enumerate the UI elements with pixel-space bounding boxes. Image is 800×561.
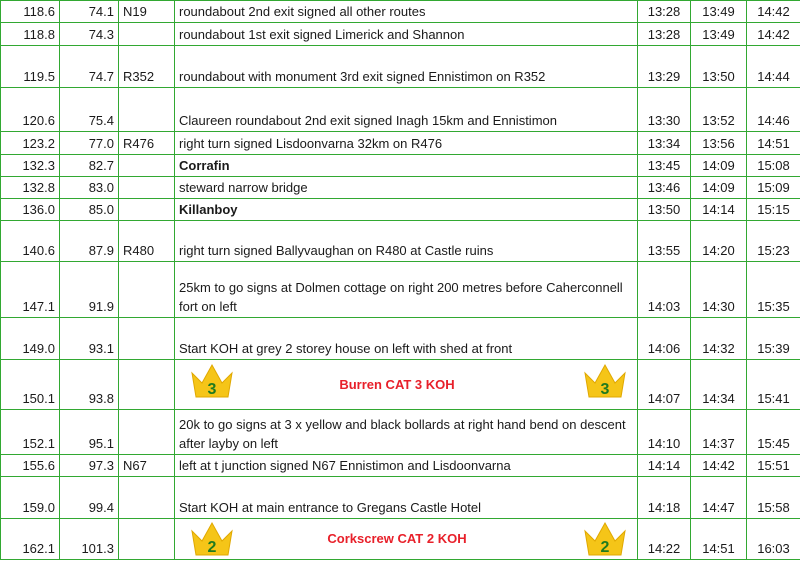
time-fast: 13:28 xyxy=(638,23,691,46)
table-row xyxy=(1,262,800,318)
route-description: Claureen roundabout 2nd exit signed Inagh 15km and Ennistimon xyxy=(175,88,638,132)
road-number: R480 xyxy=(119,221,175,262)
time-medium: 14:37 xyxy=(691,410,747,455)
time-medium: 14:30 xyxy=(691,262,747,318)
time-medium: 13:49 xyxy=(691,1,747,23)
distance-miles: 95.1 xyxy=(60,410,119,455)
table-row xyxy=(1,132,800,155)
table-row xyxy=(1,177,800,199)
time-slow: 14:51 xyxy=(747,132,800,155)
time-medium: 13:52 xyxy=(691,88,747,132)
crown-cat2-icon xyxy=(190,521,234,557)
time-fast: 13:46 xyxy=(638,177,691,199)
road-number xyxy=(119,519,175,560)
time-fast: 13:50 xyxy=(638,199,691,221)
distance-miles: 74.1 xyxy=(60,1,119,23)
crown-cat3-icon xyxy=(190,363,234,399)
time-medium: 14:32 xyxy=(691,318,747,360)
table-row xyxy=(1,318,800,360)
koh-title: Burren CAT 3 KOH xyxy=(339,376,455,392)
distance-miles: 93.8 xyxy=(60,360,119,410)
distance-miles: 101.3 xyxy=(60,519,119,560)
road-number xyxy=(119,88,175,132)
time-fast: 13:34 xyxy=(638,132,691,155)
time-slow: 15:09 xyxy=(747,177,800,199)
crown-number: 3 xyxy=(600,381,610,398)
road-number xyxy=(119,410,175,455)
distance-miles: 91.9 xyxy=(60,262,119,318)
time-fast: 14:10 xyxy=(638,410,691,455)
crown-number: 2 xyxy=(207,539,217,556)
time-slow: 15:41 xyxy=(747,360,800,410)
road-number: N19 xyxy=(119,1,175,23)
time-medium: 14:42 xyxy=(691,455,747,477)
crown-cat3-icon xyxy=(583,363,627,399)
time-slow: 15:58 xyxy=(747,477,800,519)
route-description: 25km to go signs at Dolmen cottage on right 200 metres before Caherconnell fort on left xyxy=(175,262,638,318)
distance-km: 149.0 xyxy=(1,318,60,360)
time-slow: 15:23 xyxy=(747,221,800,262)
distance-miles: 87.9 xyxy=(60,221,119,262)
time-medium: 13:50 xyxy=(691,46,747,88)
table-row xyxy=(1,221,800,262)
time-fast: 13:28 xyxy=(638,1,691,23)
distance-km: 159.0 xyxy=(1,477,60,519)
table-row xyxy=(1,455,800,477)
koh-cell xyxy=(175,360,638,410)
road-number xyxy=(119,177,175,199)
crown-number: 2 xyxy=(600,539,610,556)
road-number xyxy=(119,477,175,519)
distance-miles: 82.7 xyxy=(60,155,119,177)
route-description: right turn signed Lisdoonvarna 32km on R476 xyxy=(175,132,638,155)
distance-miles: 97.3 xyxy=(60,455,119,477)
time-fast: 14:18 xyxy=(638,477,691,519)
time-medium: 14:09 xyxy=(691,177,747,199)
table-row xyxy=(1,1,800,23)
time-slow: 15:08 xyxy=(747,155,800,177)
time-medium: 14:51 xyxy=(691,519,747,560)
route-description: Start KOH at grey 2 storey house on left with shed at front xyxy=(175,318,638,360)
time-medium: 14:47 xyxy=(691,477,747,519)
time-medium: 14:20 xyxy=(691,221,747,262)
time-fast: 14:22 xyxy=(638,519,691,560)
road-number xyxy=(119,262,175,318)
time-slow: 16:03 xyxy=(747,519,800,560)
time-slow: 15:39 xyxy=(747,318,800,360)
time-fast: 14:06 xyxy=(638,318,691,360)
koh-title: Corkscrew CAT 2 KOH xyxy=(327,531,467,546)
distance-km: 119.5 xyxy=(1,46,60,88)
distance-miles: 85.0 xyxy=(60,199,119,221)
route-description: Start KOH at main entrance to Gregans Castle Hotel xyxy=(175,477,638,519)
distance-km: 118.8 xyxy=(1,23,60,46)
distance-miles: 83.0 xyxy=(60,177,119,199)
distance-miles: 74.7 xyxy=(60,46,119,88)
distance-km: 132.8 xyxy=(1,177,60,199)
distance-miles: 75.4 xyxy=(60,88,119,132)
distance-miles: 77.0 xyxy=(60,132,119,155)
time-slow: 14:46 xyxy=(747,88,800,132)
time-medium: 14:14 xyxy=(691,199,747,221)
time-medium: 14:34 xyxy=(691,360,747,410)
time-fast: 13:29 xyxy=(638,46,691,88)
time-fast: 14:14 xyxy=(638,455,691,477)
route-description: right turn signed Ballyvaughan on R480 at Castle ruins xyxy=(175,221,638,262)
place-name: Corrafin xyxy=(175,155,638,177)
road-number: R476 xyxy=(119,132,175,155)
time-slow: 15:35 xyxy=(747,262,800,318)
road-number xyxy=(119,199,175,221)
distance-km: 162.1 xyxy=(1,519,60,560)
route-description: roundabout 2nd exit signed all other routes xyxy=(175,1,638,23)
distance-km: 132.3 xyxy=(1,155,60,177)
time-medium: 14:09 xyxy=(691,155,747,177)
distance-km: 152.1 xyxy=(1,410,60,455)
table-row xyxy=(1,199,800,221)
time-fast: 13:45 xyxy=(638,155,691,177)
route-description: steward narrow bridge xyxy=(175,177,638,199)
route-description: left at t junction signed N67 Ennistimon and Lisdoonvarna xyxy=(175,455,638,477)
road-number xyxy=(119,23,175,46)
crown-cat2-icon xyxy=(583,521,627,557)
time-medium: 13:56 xyxy=(691,132,747,155)
road-number: R352 xyxy=(119,46,175,88)
distance-miles: 74.3 xyxy=(60,23,119,46)
route-description: roundabout 1st exit signed Limerick and Shannon xyxy=(175,23,638,46)
road-number: N67 xyxy=(119,455,175,477)
table-row xyxy=(1,155,800,177)
time-slow: 15:15 xyxy=(747,199,800,221)
road-number xyxy=(119,360,175,410)
table-row xyxy=(1,519,800,560)
time-fast: 13:30 xyxy=(638,88,691,132)
distance-miles: 99.4 xyxy=(60,477,119,519)
time-slow: 14:44 xyxy=(747,46,800,88)
route-description: 20k to go signs at 3 x yellow and black bollards at right hand bend on descent after layby on left xyxy=(175,410,638,455)
time-fast: 13:55 xyxy=(638,221,691,262)
time-slow: 15:51 xyxy=(747,455,800,477)
distance-km: 147.1 xyxy=(1,262,60,318)
table-row xyxy=(1,410,800,455)
road-number xyxy=(119,155,175,177)
time-slow: 14:42 xyxy=(747,1,800,23)
time-slow: 14:42 xyxy=(747,23,800,46)
crown-number: 3 xyxy=(207,381,217,398)
time-slow: 15:45 xyxy=(747,410,800,455)
distance-km: 120.6 xyxy=(1,88,60,132)
distance-km: 136.0 xyxy=(1,199,60,221)
table-row xyxy=(1,23,800,46)
time-fast: 14:07 xyxy=(638,360,691,410)
distance-km: 150.1 xyxy=(1,360,60,410)
table-row xyxy=(1,360,800,410)
distance-km: 140.6 xyxy=(1,221,60,262)
distance-km: 155.6 xyxy=(1,455,60,477)
table-row xyxy=(1,46,800,88)
place-name: Killanboy xyxy=(175,199,638,221)
distance-miles: 93.1 xyxy=(60,318,119,360)
table-row xyxy=(1,88,800,132)
table-row xyxy=(1,477,800,519)
distance-km: 123.2 xyxy=(1,132,60,155)
route-description: roundabout with monument 3rd exit signed Ennistimon on R352 xyxy=(175,46,638,88)
time-medium: 13:49 xyxy=(691,23,747,46)
koh-cell xyxy=(175,519,638,560)
road-number xyxy=(119,318,175,360)
time-fast: 14:03 xyxy=(638,262,691,318)
distance-km: 118.6 xyxy=(1,1,60,23)
